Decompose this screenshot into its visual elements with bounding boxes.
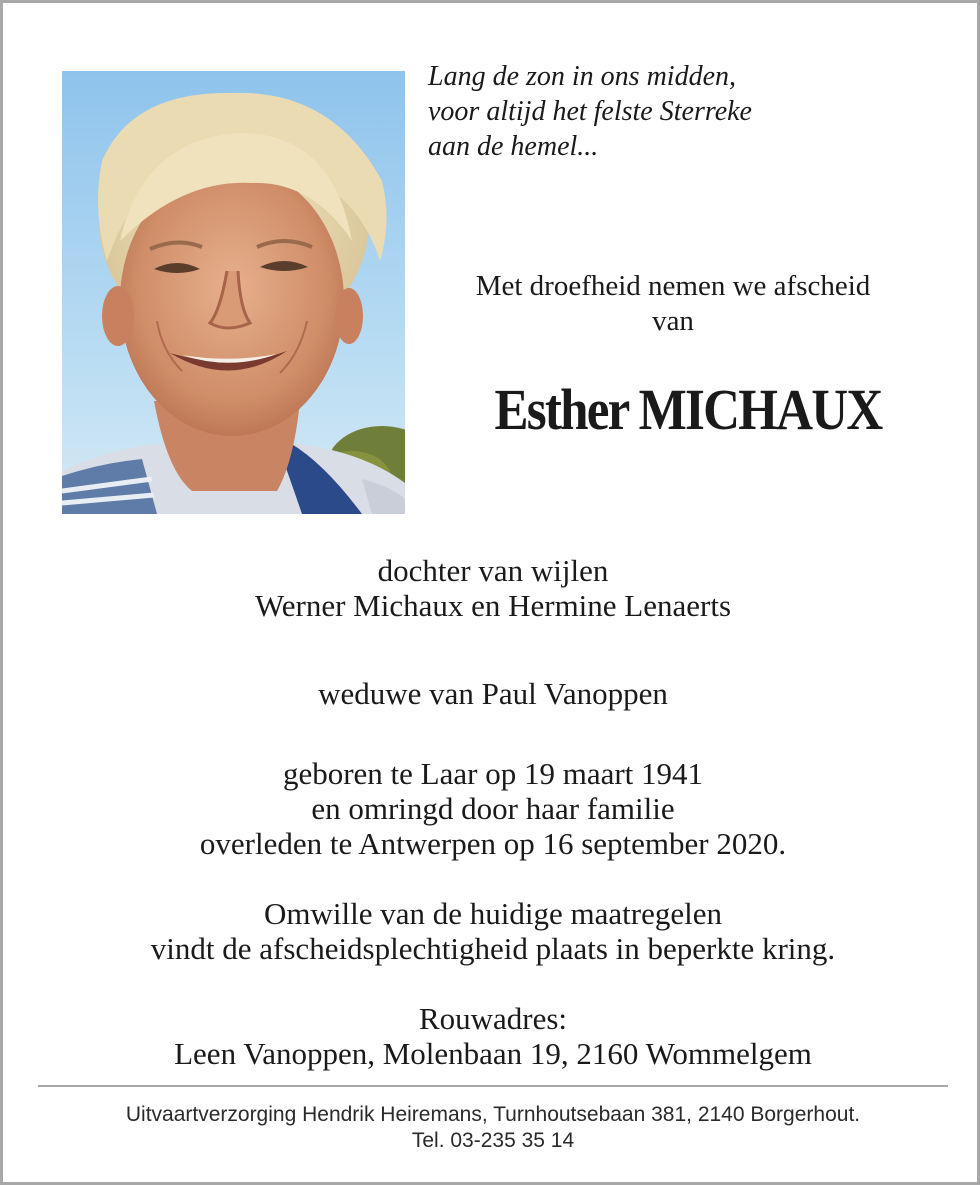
address-label: Rouwadres:: [418, 1001, 568, 1036]
parents-line-2: Werner Michaux en Hermine Lenaerts: [254, 588, 732, 623]
announcement-intro: [413, 269, 933, 339]
poem-line-2: voor altijd het felste Sterreke: [428, 96, 752, 127]
poem-line-3: aan de hemel...: [428, 131, 599, 162]
dates-line-2: en omringd door haar familie: [311, 791, 675, 826]
footer-line-1: Uitvaartverzorging Hendrik Heiremans, Turnhoutsebaan 381, 2140 Borgerhout.: [125, 1103, 861, 1126]
ceremony-block: [23, 896, 963, 966]
portrait-photo: [62, 71, 405, 514]
portrait-illustration: [62, 71, 405, 514]
deceased-name: Esther MICHAUX: [494, 377, 882, 442]
ceremony-line-1: Omwille van de huidige maatregelen: [264, 896, 722, 931]
poem-line-1: Lang de zon in ons midden,: [428, 61, 736, 92]
footer-line-2: Tel. 03-235 35 14: [411, 1129, 575, 1152]
poem: [428, 59, 752, 164]
address-line: Leen Vanoppen, Molenbaan 19, 2160 Wommelgem: [174, 1036, 812, 1071]
intro-line-1: Met droefheid nemen we afscheid: [475, 270, 871, 302]
parents-line-1: dochter van wijlen: [377, 553, 609, 588]
ceremony-line-2: vindt de afscheidsplechtigheid plaats in beperkte kring.: [150, 931, 836, 966]
widow-block: [23, 676, 963, 711]
dates-line-3: overleden te Antwerpen op 16 september 2020.: [199, 826, 787, 861]
parents-block: [23, 553, 963, 623]
dates-line-1: geboren te Laar op 19 maart 1941: [282, 756, 704, 791]
funeral-home-footer: [23, 1102, 963, 1154]
intro-line-2: van: [652, 305, 694, 337]
widow-line-1: weduwe van Paul Vanoppen: [318, 676, 668, 711]
footer-divider: [38, 1085, 948, 1087]
mourning-address-block: [23, 1001, 963, 1071]
dates-block: [23, 756, 963, 861]
